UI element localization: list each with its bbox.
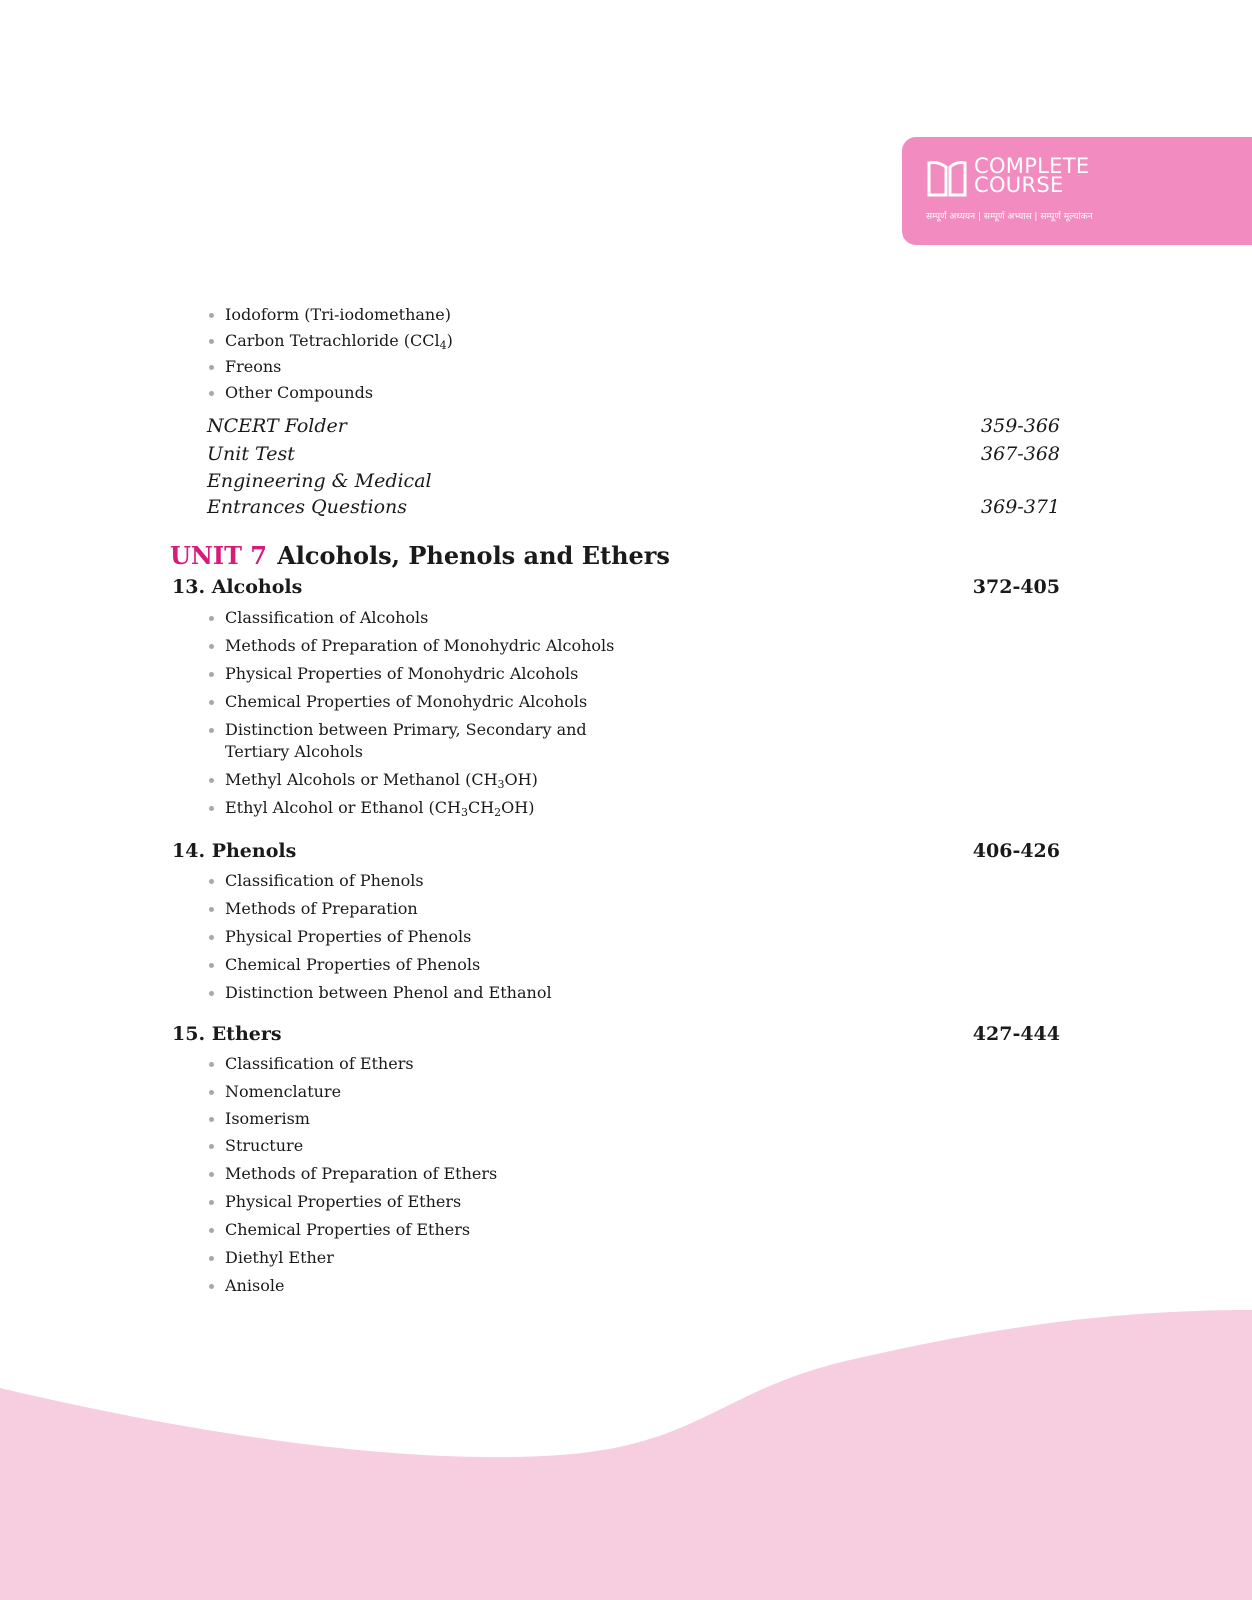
unit-heading bbox=[170, 541, 670, 570]
list-item: Carbon Tetrachloride (CCl$_4$) bbox=[225, 330, 453, 352]
bullet-dot bbox=[209, 879, 214, 884]
footer-wave bbox=[0, 1300, 1252, 1600]
list-item: Other Compounds bbox=[225, 382, 373, 404]
list-item-continuation: Tertiary Alcohols bbox=[225, 742, 363, 761]
list-item: Methods of Preparation bbox=[225, 898, 418, 920]
bullet-dot bbox=[209, 991, 214, 996]
bullet-dot bbox=[209, 339, 214, 344]
list-item: Distinction between Primary, Secondary and bbox=[225, 719, 587, 741]
list-item: Methods of Preparation of Monohydric Alcohols bbox=[225, 635, 614, 657]
bullet-dot bbox=[209, 365, 214, 370]
list-item: Classification of Alcohols bbox=[225, 607, 428, 629]
bullet-dot bbox=[209, 1117, 214, 1122]
list-item: Ethyl Alcohol or Ethanol $(CH_3CH_2OH)$ bbox=[225, 797, 534, 819]
list-item: Freons bbox=[225, 356, 281, 378]
section-heading: 15. Ethers bbox=[172, 1023, 282, 1045]
brand-line-1: COMPLETE bbox=[974, 154, 1090, 178]
brand-line-2: COURSE bbox=[974, 173, 1064, 197]
section-heading: 14. Phenols bbox=[172, 840, 297, 862]
extra-pages: 359-366 bbox=[981, 415, 1060, 437]
bullet-dot bbox=[209, 778, 214, 783]
bullet-dot bbox=[209, 963, 214, 968]
bullet-dot bbox=[209, 391, 214, 396]
bullet-dot bbox=[209, 700, 214, 705]
list-item: Chemical Properties of Monohydric Alcohols bbox=[225, 691, 587, 713]
extra-pages: 367-368 bbox=[981, 443, 1060, 465]
bullet-dot bbox=[209, 672, 214, 677]
list-item: Physical Properties of Phenols bbox=[225, 926, 471, 948]
list-item: Anisole bbox=[225, 1275, 284, 1297]
extra-pages: 369-371 bbox=[981, 496, 1060, 518]
extra-label: Engineering & Medical bbox=[207, 470, 432, 492]
bullet-dot bbox=[209, 644, 214, 649]
list-item: Nomenclature bbox=[225, 1081, 341, 1103]
list-item: Classification of Ethers bbox=[225, 1053, 414, 1075]
unit-label: UNIT 7 bbox=[170, 541, 268, 570]
extra-label: Unit Test bbox=[207, 443, 295, 465]
section-heading: 13. Alcohols bbox=[172, 576, 303, 598]
bullet-dot bbox=[209, 1284, 214, 1289]
bullet-dot bbox=[209, 616, 214, 621]
brand-name bbox=[974, 154, 1090, 197]
list-item: Structure bbox=[225, 1135, 303, 1157]
bullet-dot bbox=[209, 1256, 214, 1261]
section-pages: 372-405 bbox=[972, 576, 1060, 598]
list-item: Classification of Phenols bbox=[225, 870, 424, 892]
bullet-dot bbox=[209, 1062, 214, 1067]
extra-label: Entrances Questions bbox=[207, 496, 408, 518]
list-item: Distinction between Phenol and Ethanol bbox=[225, 982, 552, 1004]
list-item: Physical Properties of Ethers bbox=[225, 1191, 461, 1213]
bullet-dot bbox=[209, 1090, 214, 1095]
section-pages: 406-426 bbox=[972, 840, 1060, 862]
section-pages: 427-444 bbox=[972, 1023, 1060, 1045]
list-item: Iodoform (Tri-iodomethane) bbox=[225, 304, 451, 326]
unit-title: Alcohols, Phenols and Ethers bbox=[277, 541, 670, 570]
bullet-dot bbox=[209, 1200, 214, 1205]
brand-tagline: सम्पूर्ण अध्ययन | सम्पूर्ण अभ्यास | सम्पूर्ण मूल्यांकन bbox=[926, 212, 1093, 222]
list-item: Chemical Properties of Ethers bbox=[225, 1219, 470, 1241]
list-item: Physical Properties of Monohydric Alcohols bbox=[225, 663, 578, 685]
brand-badge bbox=[902, 137, 1252, 245]
bullet-dot bbox=[209, 935, 214, 940]
bullet-dot bbox=[209, 806, 214, 811]
list-item: Diethyl Ether bbox=[225, 1247, 334, 1269]
extra-label: NCERT Folder bbox=[207, 415, 347, 437]
bullet-dot bbox=[209, 1172, 214, 1177]
bullet-dot bbox=[209, 728, 214, 733]
bullet-dot bbox=[209, 907, 214, 912]
list-item: Methods of Preparation of Ethers bbox=[225, 1163, 497, 1185]
bullet-dot bbox=[209, 1144, 214, 1149]
list-item: Methyl Alcohols or Methanol $(CH_3OH)$ bbox=[225, 769, 538, 791]
list-item: Isomerism bbox=[225, 1108, 310, 1130]
bullet-dot bbox=[209, 1228, 214, 1233]
list-item: Chemical Properties of Phenols bbox=[225, 954, 480, 976]
bullet-dot bbox=[209, 313, 214, 318]
open-book-icon bbox=[926, 159, 968, 199]
